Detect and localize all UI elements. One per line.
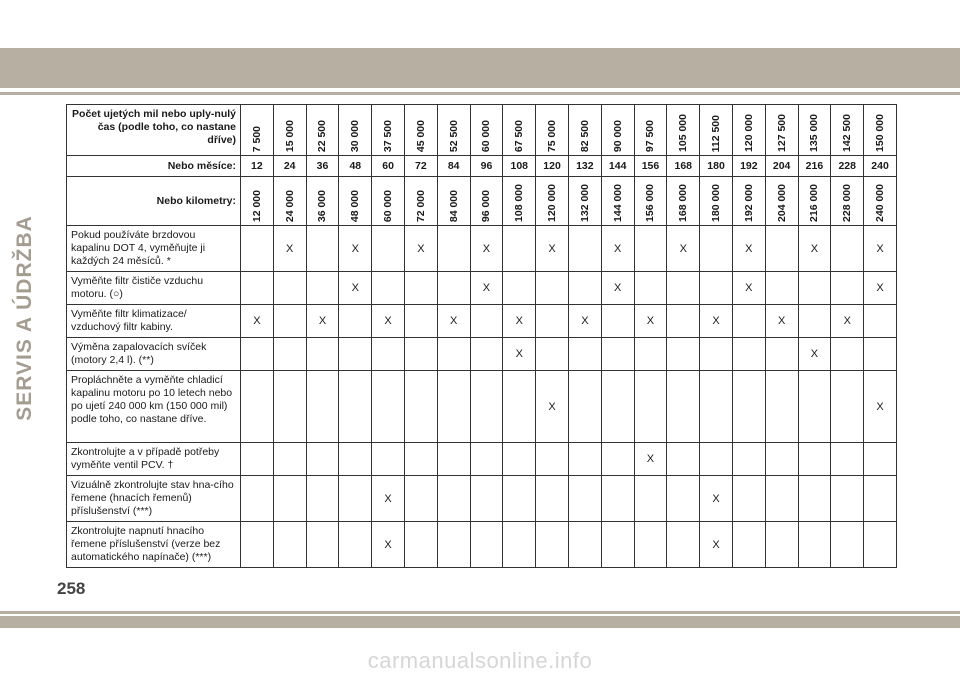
task-label: Zkontrolujte napnutí hnacího řemene příslušenství (verze bez automatického napínače) (***) [67,522,241,568]
empty-cell [241,476,274,522]
empty-cell [864,476,897,522]
km-header-cell [437,177,470,226]
service-mark: X [241,305,274,338]
task-row [67,226,897,272]
months-value: 24 [273,156,306,177]
km-value: 96 000 [480,189,493,222]
empty-cell [339,522,372,568]
empty-cell [667,476,700,522]
empty-cell [667,272,700,305]
service-mark: X [601,226,634,272]
empty-cell [732,305,765,338]
service-mark: X [306,305,339,338]
empty-cell [732,476,765,522]
empty-cell [536,272,569,305]
service-mark: X [831,305,864,338]
empty-cell [437,443,470,476]
miles-value: 112 500 [710,114,723,152]
miles-header-cell [667,105,700,156]
empty-cell [864,443,897,476]
empty-cell [503,443,536,476]
empty-cell [765,338,798,371]
empty-cell [339,338,372,371]
empty-cell [536,476,569,522]
months-value: 216 [798,156,831,177]
months-value: 84 [437,156,470,177]
section-title: SERVIS A ÚDRŽBA [13,215,36,421]
empty-cell [601,522,634,568]
empty-cell [798,443,831,476]
km-header-cell [470,177,503,226]
service-mark: X [732,272,765,305]
page-number: 258 [57,579,86,598]
km-value: 192 000 [742,184,755,222]
maintenance-schedule-table [66,104,897,568]
months-value: 96 [470,156,503,177]
empty-cell [404,338,437,371]
empty-cell [601,305,634,338]
empty-cell [798,305,831,338]
empty-cell [601,476,634,522]
miles-value: 75 000 [546,119,559,152]
empty-cell [831,338,864,371]
miles-header-cell [700,105,733,156]
empty-cell [503,522,536,568]
months-value: 60 [372,156,405,177]
service-mark: X [798,226,831,272]
miles-header-label: Počet ujetých mil nebo uply-nulý čas (podle toho, co nastane dříve) [67,105,241,156]
km-header-cell [831,177,864,226]
empty-cell [470,371,503,443]
empty-cell [634,522,667,568]
months-value: 120 [536,156,569,177]
empty-cell [798,272,831,305]
empty-cell [798,522,831,568]
empty-cell [601,371,634,443]
miles-value: 150 000 [874,114,887,152]
empty-cell [404,522,437,568]
empty-cell [306,371,339,443]
empty-cell [503,272,536,305]
empty-cell [241,226,274,272]
empty-cell [470,305,503,338]
km-value: 216 000 [808,184,821,222]
empty-cell [437,226,470,272]
km-value: 12 000 [250,189,263,222]
empty-cell [536,305,569,338]
km-header-label: Nebo kilometry: [67,177,241,226]
service-mark: X [273,226,306,272]
miles-value: 97 500 [644,119,657,152]
miles-value: 127 500 [775,114,788,152]
empty-cell [667,522,700,568]
miles-header-cell [241,105,274,156]
empty-cell [306,226,339,272]
miles-header-row [67,105,897,156]
service-mark: X [437,305,470,338]
empty-cell [404,476,437,522]
empty-cell [765,226,798,272]
empty-cell [601,338,634,371]
task-row [67,272,897,305]
task-label: Zkontrolujte a v případě potřeby vyměňte ventil PCV. † [67,443,241,476]
miles-header-cell [601,105,634,156]
km-value: 144 000 [611,184,624,222]
empty-cell [667,443,700,476]
task-label: Výměna zapalovacích svíček (motory 2,4 l). (**) [67,338,241,371]
empty-cell [864,338,897,371]
footer-bar [0,616,960,628]
task-row [67,371,897,443]
empty-cell [372,371,405,443]
empty-cell [831,226,864,272]
empty-cell [700,226,733,272]
months-value: 180 [700,156,733,177]
months-value: 240 [864,156,897,177]
empty-cell [667,305,700,338]
empty-cell [667,371,700,443]
km-header-cell [404,177,437,226]
empty-cell [568,476,601,522]
empty-cell [732,371,765,443]
months-value: 132 [568,156,601,177]
km-header-cell [732,177,765,226]
miles-value: 22 500 [316,119,329,152]
empty-cell [372,272,405,305]
miles-value: 37 500 [382,119,395,152]
empty-cell [372,226,405,272]
empty-cell [372,443,405,476]
empty-cell [339,371,372,443]
km-value: 240 000 [874,184,887,222]
empty-cell [241,338,274,371]
months-value: 72 [404,156,437,177]
task-row [67,443,897,476]
empty-cell [568,371,601,443]
empty-cell [765,476,798,522]
service-mark: X [864,371,897,443]
km-header-cell [536,177,569,226]
empty-cell [700,272,733,305]
empty-cell [634,338,667,371]
empty-cell [536,338,569,371]
months-value: 48 [339,156,372,177]
miles-header-cell [798,105,831,156]
service-mark: X [700,522,733,568]
empty-cell [700,338,733,371]
empty-cell [470,443,503,476]
miles-value: 82 500 [578,119,591,152]
empty-cell [634,226,667,272]
empty-cell [273,305,306,338]
km-header-cell [798,177,831,226]
empty-cell [273,476,306,522]
header-rule [0,92,960,95]
months-row [67,156,897,177]
months-value: 228 [831,156,864,177]
km-header-cell [306,177,339,226]
miles-value: 105 000 [677,114,690,152]
km-header-row [67,177,897,226]
km-header-cell [241,177,274,226]
months-value: 204 [765,156,798,177]
miles-value: 120 000 [742,114,755,152]
empty-cell [470,338,503,371]
miles-header-cell [864,105,897,156]
miles-value: 60 000 [480,119,493,152]
empty-cell [241,522,274,568]
task-label: Vyměňte filtr čističe vzduchu motoru. (○) [67,272,241,305]
empty-cell [732,522,765,568]
watermark: carmanualsonline.info [367,648,593,673]
footer-rule [0,611,960,614]
empty-cell [404,371,437,443]
months-value: 144 [601,156,634,177]
empty-cell [568,338,601,371]
empty-cell [241,443,274,476]
empty-cell [667,338,700,371]
service-mark: X [503,305,536,338]
empty-cell [732,443,765,476]
service-mark: X [470,272,503,305]
empty-cell [273,338,306,371]
empty-cell [700,443,733,476]
empty-cell [831,272,864,305]
empty-cell [437,272,470,305]
empty-cell [634,272,667,305]
km-header-cell [273,177,306,226]
km-header-cell [568,177,601,226]
miles-value: 7 500 [250,125,263,152]
empty-cell [470,476,503,522]
months-value: 12 [241,156,274,177]
miles-header-cell [306,105,339,156]
empty-cell [241,272,274,305]
service-mark: X [536,371,569,443]
km-header-cell [372,177,405,226]
km-value: 60 000 [382,189,395,222]
months-value: 192 [732,156,765,177]
empty-cell [601,443,634,476]
task-label: Vyměňte filtr klimatizace/ vzduchový filtr kabiny. [67,305,241,338]
miles-header-cell [372,105,405,156]
months-header-label: Nebo měsíce: [67,156,241,177]
empty-cell [339,476,372,522]
miles-header-cell [536,105,569,156]
empty-cell [765,272,798,305]
empty-cell [536,443,569,476]
months-value: 156 [634,156,667,177]
km-header-cell [601,177,634,226]
service-mark: X [536,226,569,272]
empty-cell [831,476,864,522]
miles-value: 90 000 [611,119,624,152]
service-mark: X [700,305,733,338]
empty-cell [404,272,437,305]
task-row [67,476,897,522]
miles-value: 45 000 [414,119,427,152]
miles-value: 52 500 [447,119,460,152]
miles-value: 142 500 [841,114,854,152]
empty-cell [536,522,569,568]
km-value: 120 000 [546,184,559,222]
empty-cell [831,443,864,476]
km-header-cell [503,177,536,226]
km-value: 228 000 [841,184,854,222]
task-label: Vizuálně zkontrolujte stav hna-cího řemene (hnacích řemenů) příslušenství (***) [67,476,241,522]
miles-value: 15 000 [283,119,296,152]
miles-header-cell [568,105,601,156]
miles-header-cell [404,105,437,156]
empty-cell [306,338,339,371]
service-mark: X [700,476,733,522]
empty-cell [634,476,667,522]
empty-cell [568,226,601,272]
empty-cell [831,371,864,443]
empty-cell [634,371,667,443]
empty-cell [568,522,601,568]
empty-cell [273,522,306,568]
miles-header-cell [470,105,503,156]
service-mark: X [372,305,405,338]
service-mark: X [732,226,765,272]
empty-cell [765,371,798,443]
months-value: 36 [306,156,339,177]
km-value: 204 000 [775,184,788,222]
miles-header-cell [634,105,667,156]
service-mark: X [864,226,897,272]
km-value: 84 000 [447,189,460,222]
empty-cell [864,522,897,568]
service-mark: X [503,338,536,371]
empty-cell [241,371,274,443]
miles-header-cell [437,105,470,156]
empty-cell [437,522,470,568]
miles-value: 30 000 [349,119,362,152]
empty-cell [339,443,372,476]
task-label: Propláchněte a vyměňte chladicí kapalinu motoru po 10 letech nebo po ujetí 240 000 km (150 000 mil) podle toho, co nastane dříve. [67,371,241,443]
empty-cell [503,226,536,272]
empty-cell [306,476,339,522]
empty-cell [372,338,405,371]
empty-cell [831,522,864,568]
empty-cell [339,305,372,338]
empty-cell [437,371,470,443]
miles-header-cell [339,105,372,156]
km-header-cell [339,177,372,226]
km-header-cell [634,177,667,226]
empty-cell [864,305,897,338]
service-mark: X [765,305,798,338]
service-mark: X [339,272,372,305]
miles-header-cell [273,105,306,156]
empty-cell [437,338,470,371]
km-header-cell [864,177,897,226]
service-mark: X [372,522,405,568]
empty-cell [404,305,437,338]
km-header-cell [700,177,733,226]
km-value: 72 000 [414,189,427,222]
empty-cell [765,522,798,568]
miles-value: 135 000 [808,114,821,152]
miles-header-cell [765,105,798,156]
empty-cell [732,338,765,371]
km-header-cell [667,177,700,226]
empty-cell [437,476,470,522]
km-value: 108 000 [513,184,526,222]
service-mark: X [667,226,700,272]
task-row [67,305,897,338]
empty-cell [798,476,831,522]
empty-cell [798,371,831,443]
service-mark: X [634,443,667,476]
empty-cell [568,272,601,305]
service-mark: X [404,226,437,272]
task-row [67,338,897,371]
empty-cell [273,272,306,305]
header-bar [0,48,960,88]
service-mark: X [634,305,667,338]
km-value: 180 000 [710,184,723,222]
km-value: 132 000 [578,184,591,222]
km-value: 48 000 [349,189,362,222]
km-header-cell [765,177,798,226]
empty-cell [503,476,536,522]
empty-cell [306,272,339,305]
service-mark: X [601,272,634,305]
empty-cell [273,371,306,443]
empty-cell [273,443,306,476]
km-value: 36 000 [316,189,329,222]
empty-cell [306,522,339,568]
empty-cell [404,443,437,476]
top-margin [0,0,960,48]
task-row [67,522,897,568]
task-label: Pokud používáte brzdovou kapalinu DOT 4, vyměňujte ji každých 24 měsíců. * [67,226,241,272]
miles-value: 67 500 [513,119,526,152]
empty-cell [700,371,733,443]
empty-cell [306,443,339,476]
empty-cell [765,443,798,476]
miles-header-cell [503,105,536,156]
km-value: 168 000 [677,184,690,222]
service-mark: X [372,476,405,522]
service-mark: X [798,338,831,371]
empty-cell [470,522,503,568]
km-value: 24 000 [283,189,296,222]
empty-cell [503,371,536,443]
empty-cell [568,443,601,476]
service-mark: X [864,272,897,305]
service-mark: X [470,226,503,272]
km-value: 156 000 [644,184,657,222]
months-value: 108 [503,156,536,177]
service-mark: X [339,226,372,272]
service-mark: X [568,305,601,338]
miles-header-cell [732,105,765,156]
months-value: 168 [667,156,700,177]
miles-header-cell [831,105,864,156]
